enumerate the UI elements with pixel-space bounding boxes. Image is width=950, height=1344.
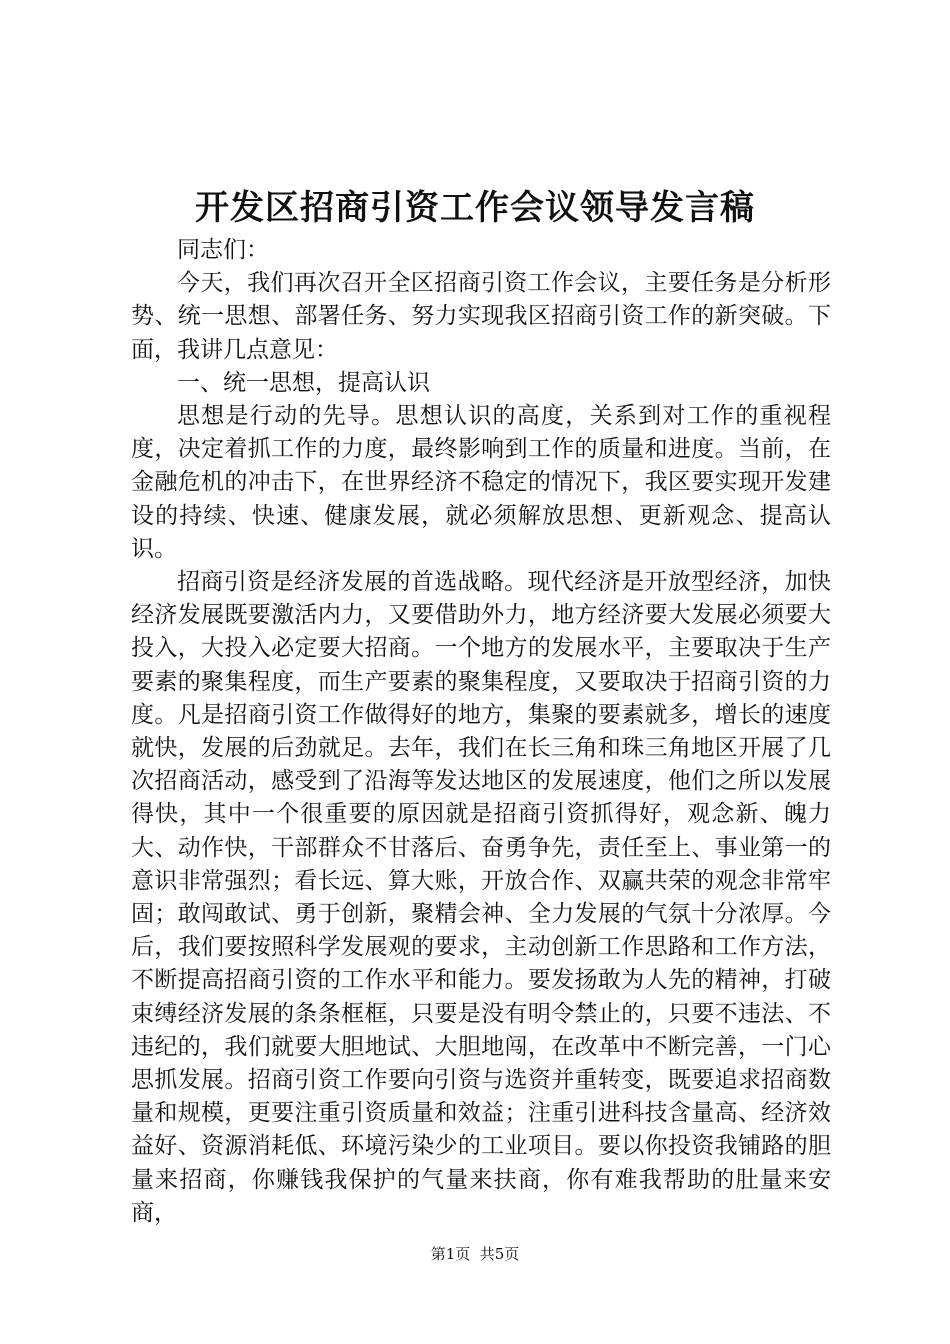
paragraph-thought: 思想是行动的先导。思想认识的高度，关系到对工作的重视程度，决定着抓工作的力度，最终影响到工作的质量和进度。当前，在金融危机的冲击下，在世界经济不稳定的情况下，我区要实现开发建设的持续、快速、健康发展，就必须解放思想、更新观念、提高认识。 xyxy=(131,403,831,562)
page-number: 第1页 共5页 xyxy=(430,1245,520,1263)
paragraph-salutation: 同志们： xyxy=(177,237,269,263)
page-footer xyxy=(0,1244,950,1264)
section-heading-1: 一、统一思想，提高认识 xyxy=(177,369,430,396)
paragraph-intro: 今天，我们再次召开全区招商引资工作会议，主要任务是分析形势、统一思想、部署任务、努力实现我区招商引资工作的新突破。下面，我讲几点意见： xyxy=(131,270,831,363)
document-title: 开发区招商引资工作会议领导发言稿 xyxy=(195,188,755,228)
paragraph-investment: 招商引资是经济发展的首选战略。现代经济是开放型经济，加快经济发展既要激活内力，又要借助外力，地方经济要大发展必须要大投入，大投入必定要大招商。一个地方的发展水平，主要取决于生产要素的聚集程度，而生产要素的聚集程度，又要取决于招商引资的力度。凡是招商引资工作做得好的地方，集聚的要素就多，增长的速度就快，发展的后劲就足。去年，我们在长三角和珠三角地区开展了几次招商活动，感受到了沿海等发达地区的发展速度，他们之所以发展得快，其中一个很重要的原因就是招商引资抓得好，观念新、魄力大、动作快，干部群众不甘落后、奋勇争先，责任至上、事业第一的意识非常强烈；看长远、算大账，开放合作、双赢共荣的观念非常牢固；敢闯敢试、勇于创新，聚精会神、全力发展的气氛十分浓厚。今后，我们要按照科学发展观的要求，主动创新工作思路和工作方法，不断提高招商引资的工作水平和能力。要发扬敢为人先的精神，打破束缚经济发展的条条框框，只要是没有明令禁止的，只要不违法、不违纪的，我们就要大胆地试、大胆地闯，在改革中不断完善，一门心思抓发展。招商引资工作要向引资与选资并重转变，既要追求招商数量和规模，更要注重引资质量和效益；注重引进科技含量高、经济效益好、资源消耗低、环境污染少的工业项目。要以你投资我铺路的胆量来招商，你赚钱我保护的气量来扶商，你有难我帮助的肚量来安商， xyxy=(131,569,831,1226)
document-body xyxy=(131,234,831,1230)
